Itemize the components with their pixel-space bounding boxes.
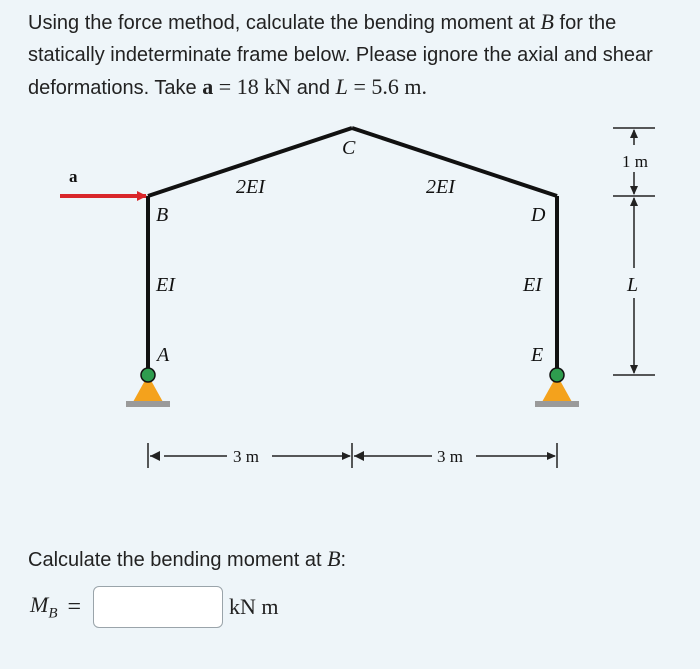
stiffness-rafter-left: 2EI bbox=[236, 176, 265, 198]
and-text: and bbox=[296, 77, 331, 99]
answer-row bbox=[30, 584, 279, 630]
stiffness-rafter-right: 2EI bbox=[426, 176, 455, 198]
answer-unit: kN m bbox=[229, 594, 279, 619]
ground-a bbox=[126, 401, 170, 407]
question-line1: Using the force method, calculate the bending moment at bbox=[28, 12, 535, 34]
frame-members bbox=[148, 128, 557, 375]
answer-equals: = bbox=[67, 593, 82, 620]
answer-symbol: M bbox=[30, 591, 49, 617]
dimension-height-label: L bbox=[627, 274, 639, 296]
stiffness-column-right: EI bbox=[523, 274, 542, 296]
dimension-span-left-label: 3 m bbox=[233, 447, 259, 466]
dimension-rise-label: 1 m bbox=[622, 152, 648, 171]
point-b-symbol: B bbox=[540, 9, 554, 34]
dimension-rise bbox=[613, 128, 655, 196]
node-label-b: B bbox=[156, 204, 169, 226]
answer-prompt bbox=[28, 544, 346, 575]
hinge-e bbox=[550, 368, 564, 382]
hinge-a bbox=[141, 368, 155, 382]
length-symbol: L bbox=[335, 74, 348, 99]
prompt-colon: : bbox=[340, 549, 347, 571]
ground-e bbox=[535, 401, 579, 407]
node-label-d: D bbox=[531, 204, 546, 226]
prompt-text: Calculate the bending moment at bbox=[28, 549, 322, 571]
dimension-height bbox=[613, 198, 655, 375]
node-label-a: A bbox=[157, 344, 170, 366]
load-label: a bbox=[69, 167, 78, 186]
frame-figure bbox=[0, 110, 700, 490]
equals-sign-2: = bbox=[353, 74, 366, 99]
length-value: 5.6 m. bbox=[371, 74, 428, 99]
load-symbol: a bbox=[202, 74, 214, 99]
question-line1-end: for the statically indeterminate frame below. Please ignore the axial and shear deformations. Take bbox=[28, 12, 653, 99]
answer-label bbox=[30, 592, 58, 622]
equals-sign: = bbox=[218, 74, 232, 99]
dimension-span-right bbox=[354, 443, 557, 468]
answer-subscript: B bbox=[48, 605, 58, 622]
dimension-span-right-label: 3 m bbox=[437, 447, 463, 466]
prompt-point: B bbox=[327, 546, 341, 571]
bending-moment-input[interactable] bbox=[93, 586, 223, 628]
support-a bbox=[126, 368, 170, 407]
dimension-span-left bbox=[148, 443, 352, 468]
load-value: 18 kN bbox=[236, 74, 292, 99]
node-label-e: E bbox=[531, 344, 544, 366]
stiffness-column-left: EI bbox=[156, 274, 175, 296]
question-text bbox=[28, 6, 678, 104]
support-e bbox=[535, 368, 579, 407]
node-label-c: C bbox=[342, 137, 356, 159]
